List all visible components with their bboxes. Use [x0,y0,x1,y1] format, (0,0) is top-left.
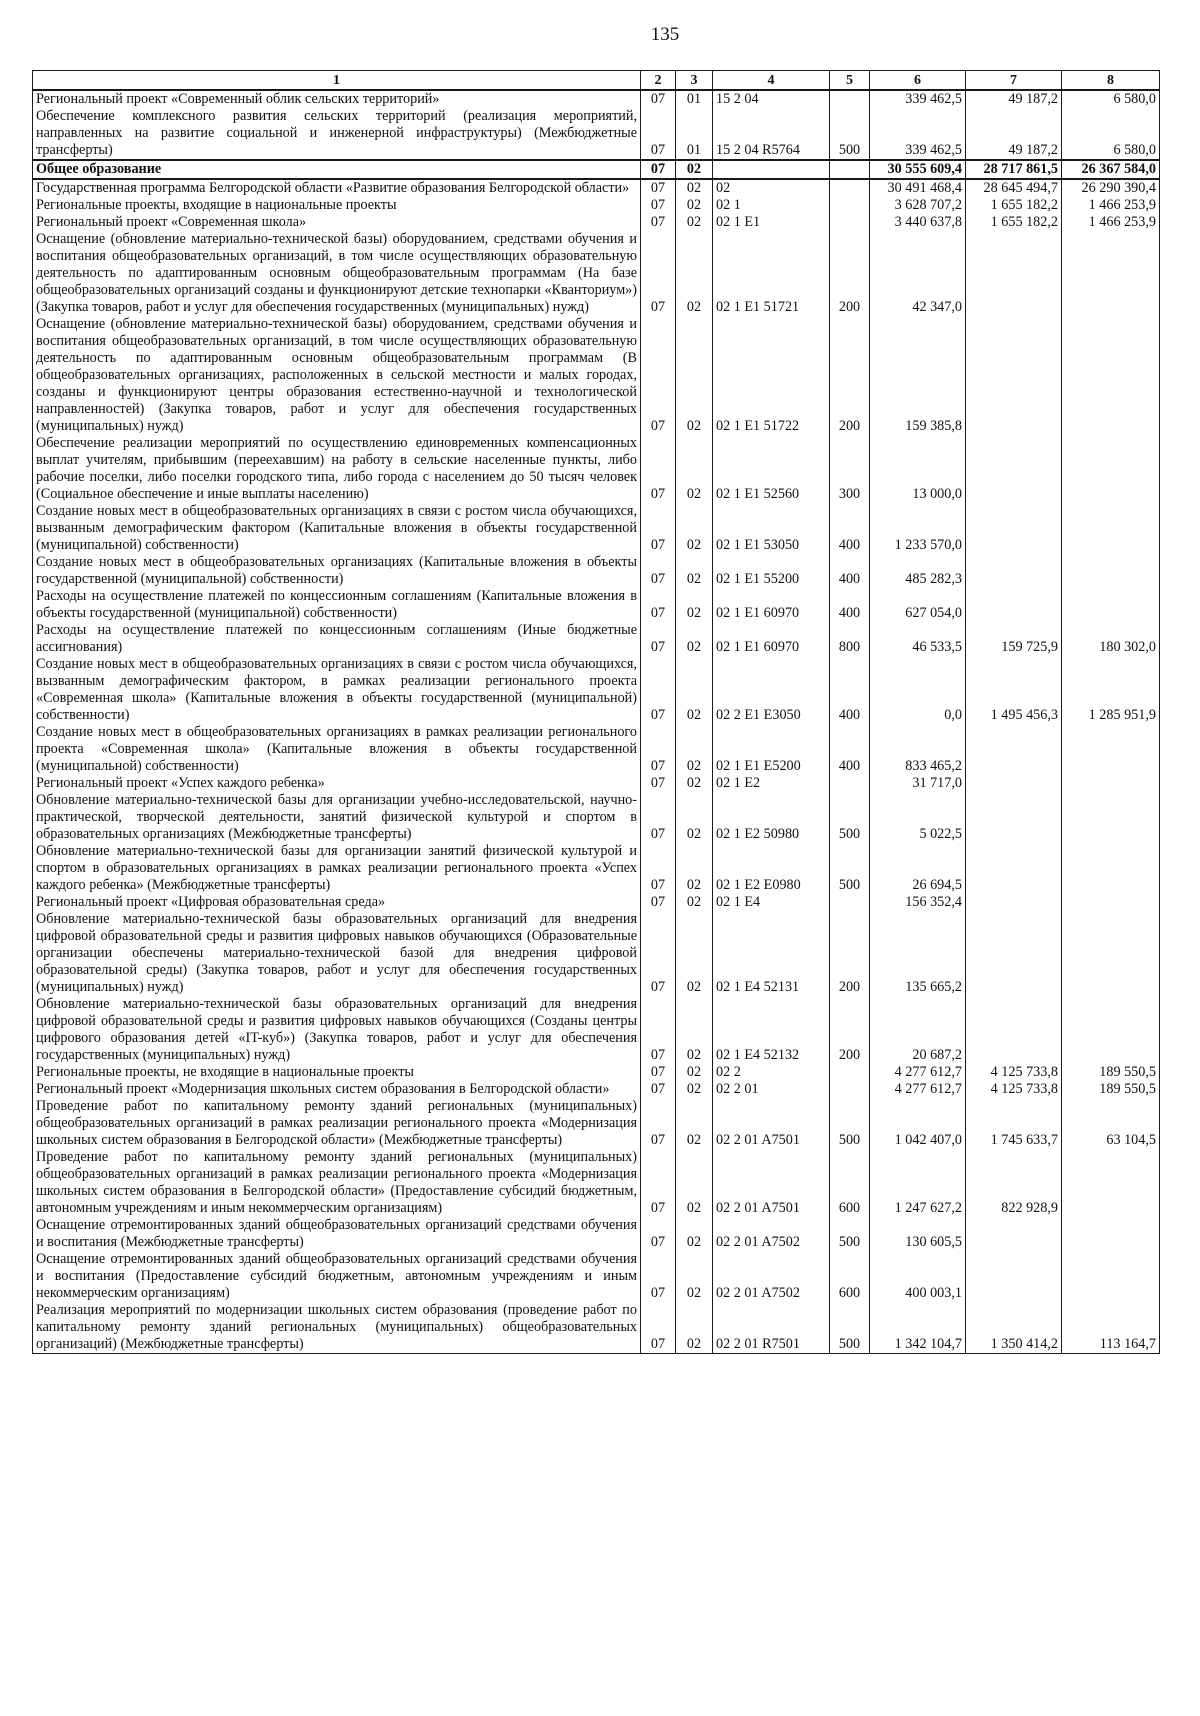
target-item-code-cell: 02 2 01 A7502 [713,1251,830,1302]
amount-col6-cell: 5 022,5 [870,792,966,843]
item-name-cell: Создание новых мест в общеобразовательных организациях (Капитальные вложения в объекты государственной (муниципальной) собственности) [33,554,641,588]
amount-col6-cell: 0,0 [870,656,966,724]
target-item-code-cell: 02 1 E1 53050 [713,503,830,554]
item-name-cell: Оснащение отремонтированных зданий общеобразовательных организаций средствами обучения и воспитания (Межбюджетные трансферты) [33,1217,641,1251]
expense-type-cell: 300 [830,435,870,503]
expense-type-cell: 800 [830,622,870,656]
amount-col7-cell: 1 495 456,3 [966,656,1062,724]
amount-col7-cell: 49 187,2 [966,108,1062,160]
expense-type-cell: 200 [830,316,870,435]
table-row [33,894,1160,911]
section-code-cell: 07 [641,554,676,588]
target-item-code-cell: 02 1 E4 [713,894,830,911]
amount-col6-cell: 42 347,0 [870,231,966,316]
amount-col7-cell [966,316,1062,435]
subsection-code-cell: 02 [676,894,713,911]
subsection-code-cell: 02 [676,792,713,843]
subsection-code-cell: 02 [676,775,713,792]
subsection-code-cell: 02 [676,622,713,656]
expense-type-cell: 400 [830,554,870,588]
amount-col6-cell: 1 342 104,7 [870,1302,966,1354]
amount-col8-cell: 6 580,0 [1062,90,1160,108]
item-name-cell: Оснащение (обновление материально-технической базы) оборудованием, средствами обучения и воспитания общеобразовательных организаций, в том числе осуществляющих образовательную деятельность по адаптированным основным общеобразовательным программам (В общеобразовательных организациях, расположенных в сельской местности и малых городах, созданы и функционируют центры образования естественно-научной и технологической направленностей) (Закупка товаров, работ и услуг для обеспечения государственных (муниципальных) нужд) [33,316,641,435]
subsection-code-cell: 02 [676,231,713,316]
amount-col6-cell: 46 533,5 [870,622,966,656]
amount-col6-cell: 1 233 570,0 [870,503,966,554]
subsection-code-cell: 02 [676,554,713,588]
table-row [33,656,1160,724]
subsection-code-cell: 02 [676,1217,713,1251]
expense-type-cell [830,197,870,214]
amount-col8-cell [1062,724,1160,775]
column-header: 4 [713,71,830,91]
expense-type-cell [830,894,870,911]
budget-table [32,70,1160,1354]
amount-col8-cell: 1 466 253,9 [1062,214,1160,231]
column-header: 1 [33,71,641,91]
amount-col7-cell: 159 725,9 [966,622,1062,656]
table-row [33,996,1160,1064]
amount-col6-cell: 135 665,2 [870,911,966,996]
subsection-code-cell: 02 [676,316,713,435]
subsection-code-cell: 02 [676,214,713,231]
table-row [33,1149,1160,1217]
subsection-code-cell: 02 [676,1098,713,1149]
expense-type-cell: 500 [830,792,870,843]
subsection-code-cell: 02 [676,996,713,1064]
expense-type-cell: 400 [830,503,870,554]
amount-col7-cell [966,554,1062,588]
column-header: 7 [966,71,1062,91]
column-header: 5 [830,71,870,91]
expense-type-cell [830,1081,870,1098]
expense-type-cell [830,214,870,231]
table-row [33,197,1160,214]
subsection-code-cell: 01 [676,108,713,160]
target-item-code-cell: 02 2 01 A7501 [713,1098,830,1149]
item-name-cell: Расходы на осуществление платежей по концессионным соглашениям (Иные бюджетные ассигнования) [33,622,641,656]
item-name-cell: Обеспечение реализации мероприятий по осуществлению единовременных компенсационных выплат учителям, прибывшим (переехавшим) на работу в сельские населенные пункты, либо рабочие поселки, либо поселки городского типа, либо города с населением до 50 тысяч человек (Социальное обеспечение и иные выплаты населению) [33,435,641,503]
amount-col7-cell: 28 645 494,7 [966,179,1062,197]
target-item-code-cell: 02 1 E4 52131 [713,911,830,996]
item-name-cell: Государственная программа Белгородской области «Развитие образования Белгородской области» [33,179,641,197]
amount-col7-cell [966,231,1062,316]
amount-col6-cell: 400 003,1 [870,1251,966,1302]
subsection-code-cell: 02 [676,197,713,214]
column-header: 3 [676,71,713,91]
amount-col8-cell [1062,231,1160,316]
item-name-cell: Обеспечение комплексного развития сельских территорий (реализация мероприятий, направленных на развитие социальной и инженерной инфраструктуры) (Межбюджетные трансферты) [33,108,641,160]
amount-col8-cell [1062,1251,1160,1302]
expense-type-cell: 200 [830,231,870,316]
section-code-cell: 07 [641,179,676,197]
amount-col7-cell [966,911,1062,996]
amount-col8-cell: 6 580,0 [1062,108,1160,160]
table-row [33,231,1160,316]
item-name-cell: Общее образование [33,160,641,179]
section-code-cell: 07 [641,503,676,554]
table-row [33,1251,1160,1302]
table-row [33,214,1160,231]
item-name-cell: Создание новых мест в общеобразовательных организациях в рамках реализации регионального проекта «Современная школа» (Капитальные вложения в объекты государственной (муниципальной) собственности) [33,724,641,775]
amount-col6-cell: 1 247 627,2 [870,1149,966,1217]
amount-col8-cell [1062,894,1160,911]
subsection-code-cell: 02 [676,1251,713,1302]
expense-type-cell: 500 [830,108,870,160]
table-header-row [33,71,1160,91]
target-item-code-cell: 15 2 04 R5764 [713,108,830,160]
item-name-cell: Проведение работ по капитальному ремонту зданий региональных (муниципальных) общеобразовательных организаций в рамках реализации регионального проекта «Модернизация школьных систем образования в Белгородской области» (Предоставление субсидий бюджетным, автономным учреждениям и иным некоммерческим организациям) [33,1149,641,1217]
section-code-cell: 07 [641,792,676,843]
amount-col8-cell [1062,843,1160,894]
amount-col8-cell [1062,503,1160,554]
item-name-cell: Обновление материально-технической базы для организации учебно-исследовательской, научно-практической, творческой деятельности, занятий физической культурой и спортом в образовательных организациях (Межбюджетные трансферты) [33,792,641,843]
section-code-cell: 07 [641,435,676,503]
expense-type-cell: 600 [830,1149,870,1217]
amount-col8-cell: 1 466 253,9 [1062,197,1160,214]
column-header: 6 [870,71,966,91]
expense-type-cell: 200 [830,996,870,1064]
expense-type-cell: 500 [830,1217,870,1251]
section-code-cell: 07 [641,1081,676,1098]
amount-col7-cell [966,1217,1062,1251]
amount-col6-cell: 339 462,5 [870,108,966,160]
item-name-cell: Региональный проект «Цифровая образовательная среда» [33,894,641,911]
amount-col6-cell: 20 687,2 [870,996,966,1064]
target-item-code-cell: 02 1 E1 E5200 [713,724,830,775]
subsection-code-cell: 02 [676,911,713,996]
table-row [33,911,1160,996]
table-row [33,792,1160,843]
section-code-cell: 07 [641,214,676,231]
amount-col7-cell [966,724,1062,775]
target-item-code-cell: 15 2 04 [713,90,830,108]
section-code-cell: 07 [641,656,676,724]
amount-col7-cell: 1 655 182,2 [966,214,1062,231]
table-row [33,179,1160,197]
section-code-cell: 07 [641,843,676,894]
amount-col7-cell [966,894,1062,911]
table-row [33,1217,1160,1251]
subsection-code-cell: 01 [676,90,713,108]
table-row [33,1302,1160,1354]
amount-col8-cell [1062,775,1160,792]
expense-type-cell [830,775,870,792]
amount-col7-cell [966,1251,1062,1302]
subsection-code-cell: 02 [676,724,713,775]
item-name-cell: Создание новых мест в общеобразовательных организациях в связи с ростом числа обучающихся, вызванным демографическим фактором (Капитальные вложения в объекты государственной (муниципальной) собственности) [33,503,641,554]
expense-type-cell: 400 [830,588,870,622]
amount-col8-cell [1062,1217,1160,1251]
expense-type-cell [830,1064,870,1081]
expense-type-cell [830,160,870,179]
subsection-code-cell: 02 [676,843,713,894]
amount-col6-cell: 1 042 407,0 [870,1098,966,1149]
target-item-code-cell: 02 1 E4 52132 [713,996,830,1064]
section-code-cell: 07 [641,911,676,996]
expense-type-cell: 400 [830,656,870,724]
amount-col8-cell [1062,316,1160,435]
subsection-code-cell: 02 [676,656,713,724]
section-code-cell: 07 [641,90,676,108]
item-name-cell: Региональные проекты, входящие в национальные проекты [33,197,641,214]
amount-col6-cell: 833 465,2 [870,724,966,775]
amount-col7-cell [966,435,1062,503]
target-item-code-cell: 02 1 E2 E0980 [713,843,830,894]
amount-col6-cell: 30 555 609,4 [870,160,966,179]
item-name-cell: Обновление материально-технической базы образовательных организаций для внедрения цифровой образовательной среды и развития цифровых навыков обучающихся (Созданы центры цифрового образования детей «IT-куб») (Закупка товаров, работ и услуг для обеспечения государственных (муниципальных) нужд) [33,996,641,1064]
section-code-cell: 07 [641,1251,676,1302]
item-name-cell: Региональный проект «Современный облик сельских территорий» [33,90,641,108]
column-header: 2 [641,71,676,91]
amount-col7-cell: 4 125 733,8 [966,1064,1062,1081]
table-row [33,1098,1160,1149]
target-item-code-cell: 02 2 01 A7501 [713,1149,830,1217]
amount-col8-cell [1062,588,1160,622]
table-row [33,843,1160,894]
amount-col8-cell: 26 367 584,0 [1062,160,1160,179]
amount-col8-cell [1062,554,1160,588]
item-name-cell: Проведение работ по капитальному ремонту зданий региональных (муниципальных) общеобразовательных организаций в рамках реализации регионального проекта «Модернизация школьных систем образования в Белгородской области» (Межбюджетные трансферты) [33,1098,641,1149]
target-item-code-cell: 02 2 [713,1064,830,1081]
target-item-code-cell: 02 1 E1 51722 [713,316,830,435]
item-name-cell: Региональный проект «Современная школа» [33,214,641,231]
subsection-code-cell: 02 [676,588,713,622]
target-item-code-cell: 02 2 01 [713,1081,830,1098]
item-name-cell: Обновление материально-технической базы для организации занятий физической культурой и спортом в образовательных организациях в рамках реализации регионального проекта «Успех каждого ребенка» (Межбюджетные трансферты) [33,843,641,894]
amount-col8-cell [1062,435,1160,503]
amount-col8-cell: 63 104,5 [1062,1098,1160,1149]
amount-col8-cell [1062,1149,1160,1217]
expense-type-cell: 500 [830,1098,870,1149]
amount-col6-cell: 159 385,8 [870,316,966,435]
amount-col7-cell: 1 350 414,2 [966,1302,1062,1354]
table-row [33,90,1160,108]
amount-col7-cell [966,775,1062,792]
expense-type-cell [830,179,870,197]
section-code-cell: 07 [641,1064,676,1081]
expense-type-cell [830,90,870,108]
amount-col8-cell: 113 164,7 [1062,1302,1160,1354]
subsection-code-cell: 02 [676,179,713,197]
expense-type-cell: 500 [830,843,870,894]
amount-col7-cell: 822 928,9 [966,1149,1062,1217]
section-code-cell: 07 [641,724,676,775]
item-name-cell: Оснащение отремонтированных зданий общеобразовательных организаций средствами обучения и воспитания (Предоставление субсидий бюджетным, автономным учреждениям и иным некоммерческим организациям) [33,1251,641,1302]
amount-col6-cell: 627 054,0 [870,588,966,622]
amount-col8-cell: 1 285 951,9 [1062,656,1160,724]
item-name-cell: Реализация мероприятий по модернизации школьных систем образования (проведение работ по капитальному ремонту зданий региональных (муниципальных) общеобразовательных организаций) (Межбюджетные трансферты) [33,1302,641,1354]
amount-col6-cell: 13 000,0 [870,435,966,503]
amount-col6-cell: 26 694,5 [870,843,966,894]
amount-col7-cell [966,843,1062,894]
expense-type-cell: 600 [830,1251,870,1302]
target-item-code-cell: 02 1 E1 51721 [713,231,830,316]
item-name-cell: Региональные проекты, не входящие в национальные проекты [33,1064,641,1081]
amount-col8-cell: 189 550,5 [1062,1081,1160,1098]
amount-col8-cell [1062,996,1160,1064]
amount-col7-cell: 49 187,2 [966,90,1062,108]
amount-col7-cell: 4 125 733,8 [966,1081,1062,1098]
table-row [33,316,1160,435]
amount-col7-cell [966,503,1062,554]
amount-col6-cell: 130 605,5 [870,1217,966,1251]
target-item-code-cell: 02 2 01 A7502 [713,1217,830,1251]
section-code-cell: 07 [641,231,676,316]
target-item-code-cell: 02 1 E2 50980 [713,792,830,843]
target-item-code-cell: 02 1 [713,197,830,214]
amount-col7-cell: 1 745 633,7 [966,1098,1062,1149]
subsection-code-cell: 02 [676,1302,713,1354]
subsection-code-cell: 02 [676,1064,713,1081]
section-code-cell: 07 [641,197,676,214]
section-code-cell: 07 [641,1217,676,1251]
amount-col8-cell: 180 302,0 [1062,622,1160,656]
item-name-cell: Обновление материально-технической базы образовательных организаций для внедрения цифровой образовательной среды и развития цифровых навыков обучающихся (Образовательные организации обеспечены материально-технической базой для внедрения цифровой образовательной среды) (Закупка товаров, работ и услуг для обеспечения государственных (муниципальных) нужд) [33,911,641,996]
table-row [33,622,1160,656]
table-row [33,724,1160,775]
amount-col6-cell: 30 491 468,4 [870,179,966,197]
amount-col8-cell [1062,792,1160,843]
target-item-code-cell: 02 2 E1 E3050 [713,656,830,724]
subsection-code-cell: 02 [676,503,713,554]
target-item-code-cell: 02 [713,179,830,197]
section-code-cell: 07 [641,1302,676,1354]
section-code-cell: 07 [641,588,676,622]
target-item-code-cell: 02 2 01 R7501 [713,1302,830,1354]
section-code-cell: 07 [641,1098,676,1149]
table-row [33,588,1160,622]
amount-col6-cell: 339 462,5 [870,90,966,108]
subsection-code-cell: 02 [676,160,713,179]
section-code-cell: 07 [641,775,676,792]
table-body [33,90,1160,1354]
item-name-cell: Оснащение (обновление материально-технической базы) оборудованием, средствами обучения и воспитания общеобразовательных организаций, в том числе осуществляющих образовательную деятельность по адаптированным основным общеобразовательным программам (На базе общеобразовательных организаций созданы и функционируют детские технопарки «Кванториум») (Закупка товаров, работ и услуг для обеспечения государственных (муниципальных) нужд) [33,231,641,316]
section-code-cell: 07 [641,1149,676,1217]
expense-type-cell: 400 [830,724,870,775]
target-item-code-cell: 02 1 E1 60970 [713,588,830,622]
amount-col7-cell [966,588,1062,622]
section-code-cell: 07 [641,160,676,179]
subsection-code-cell: 02 [676,1149,713,1217]
amount-col7-cell: 28 717 861,5 [966,160,1062,179]
target-item-code-cell: 02 1 E1 [713,214,830,231]
expense-type-cell: 500 [830,1302,870,1354]
amount-col8-cell [1062,911,1160,996]
target-item-code-cell: 02 1 E2 [713,775,830,792]
amount-col6-cell: 4 277 612,7 [870,1081,966,1098]
amount-col8-cell: 26 290 390,4 [1062,179,1160,197]
target-item-code-cell: 02 1 E1 60970 [713,622,830,656]
table-row [33,503,1160,554]
item-name-cell: Расходы на осуществление платежей по концессионным соглашениям (Капитальные вложения в объекты государственной (муниципальной) собственности) [33,588,641,622]
target-item-code-cell: 02 1 E1 52560 [713,435,830,503]
item-name-cell: Региональный проект «Модернизация школьных систем образования в Белгородской области» [33,1081,641,1098]
section-code-cell: 07 [641,996,676,1064]
subsection-code-cell: 02 [676,435,713,503]
amount-col6-cell: 3 440 637,8 [870,214,966,231]
section-code-cell: 07 [641,894,676,911]
amount-col7-cell [966,792,1062,843]
table-row [33,1064,1160,1081]
amount-col6-cell: 3 628 707,2 [870,197,966,214]
item-name-cell: Создание новых мест в общеобразовательных организациях в связи с ростом числа обучающихся, вызванным демографическим фактором, в рамках реализации регионального проекта «Современная школа» (Капитальные вложения в объекты государственной (муниципальной) собственности) [33,656,641,724]
section-code-cell: 07 [641,108,676,160]
target-item-code-cell [713,160,830,179]
amount-col6-cell: 156 352,4 [870,894,966,911]
table-row [33,775,1160,792]
section-code-cell: 07 [641,622,676,656]
amount-col6-cell: 485 282,3 [870,554,966,588]
amount-col6-cell: 4 277 612,7 [870,1064,966,1081]
page-number: 135 [650,24,680,45]
table-row [33,554,1160,588]
amount-col6-cell: 31 717,0 [870,775,966,792]
subsection-code-cell: 02 [676,1081,713,1098]
table-row [33,435,1160,503]
target-item-code-cell: 02 1 E1 55200 [713,554,830,588]
section-code-cell: 07 [641,316,676,435]
amount-col8-cell: 189 550,5 [1062,1064,1160,1081]
item-name-cell: Региональный проект «Успех каждого ребенка» [33,775,641,792]
amount-col7-cell [966,996,1062,1064]
expense-type-cell: 200 [830,911,870,996]
table-row [33,108,1160,160]
table-row [33,1081,1160,1098]
column-header: 8 [1062,71,1160,91]
table-row [33,160,1160,179]
amount-col7-cell: 1 655 182,2 [966,197,1062,214]
